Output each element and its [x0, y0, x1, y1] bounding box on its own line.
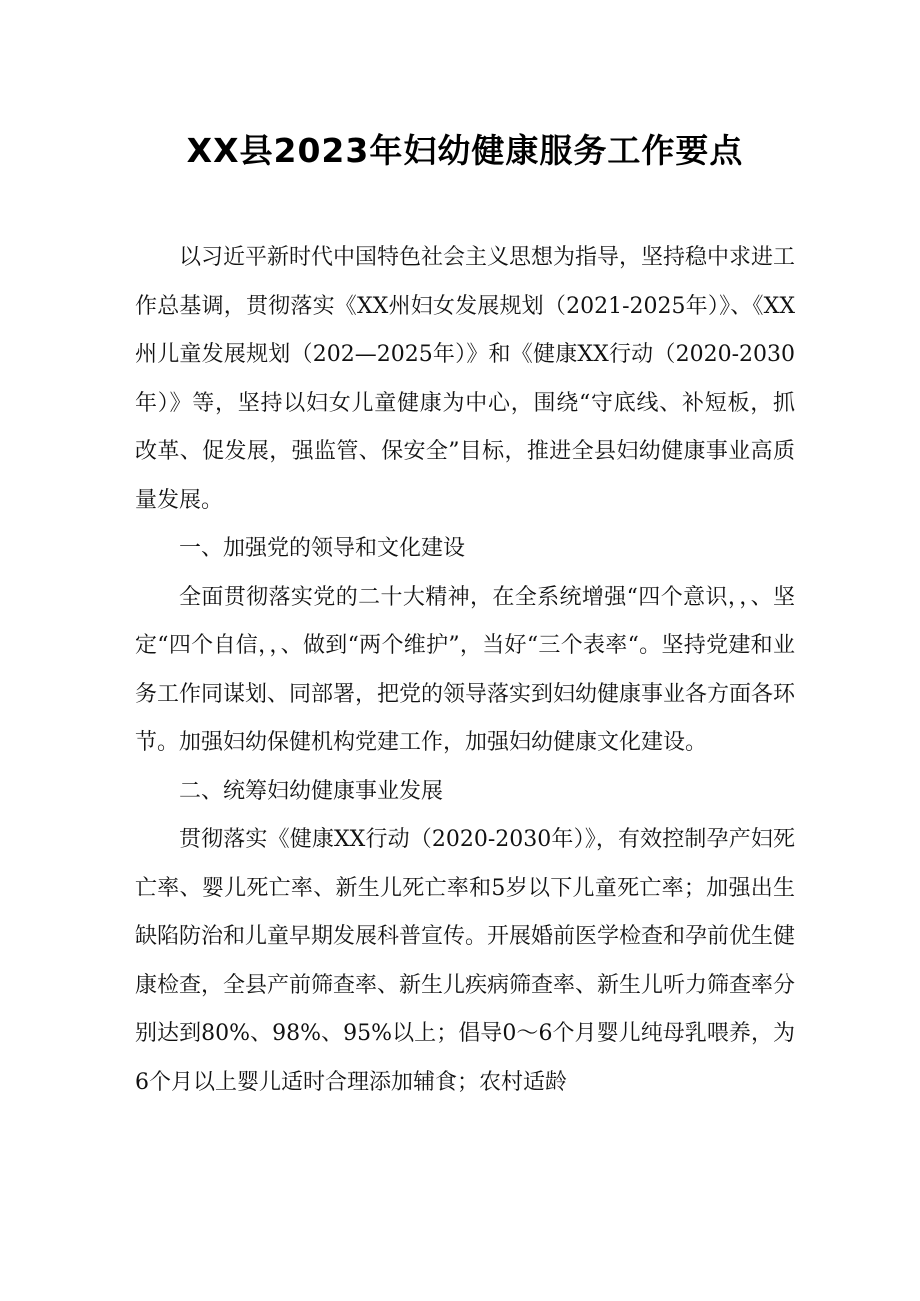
- section-heading-1: 一、加强党的领导和文化建设: [179, 536, 466, 561]
- section-paragraph-1: 全面贯彻落实党的二十大精神，在全系统增强“四个意识，，、坚定“四个自信，，、做到“两个维护”，当好“三个表率“。坚持党建和业务工作同谋划、同部署，把党的领导落实到妇幼健康事业各方面各环节。加强妇幼保健机构党建工作，加强妇幼健康文化建设。: [135, 584, 796, 755]
- document-body: [135, 234, 795, 1107]
- intro-paragraph: 以习近平新时代中国特色社会主义思想为指导，坚持稳中求进工作总基调，贯彻落实《XX州妇女发展规划（2021-2025年）》、《XX州儿童发展规划（202—2025年）》和《健康XX行动（2020-2030年）》等，坚持以妇女儿童健康为中心，围绕“守底线、补短板，抓改革、促发展，强监管、保安全”目标，推进全县妇幼健康事业高质量发展。: [135, 245, 796, 513]
- section-paragraph-2: 贯彻落实《健康XX行动（2020-2030年）》，有效控制孕产妇死亡率、婴儿死亡率、新生儿死亡率和5岁以下儿童死亡率；加强出生缺陷防治和儿童早期发展科普宣传。开展婚前医学检查和孕前优生健康检查，全县产前筛查率、新生儿疾病筛查率、新生儿听力筛查率分别达到80%、98%、95%以上；倡导0～6个月婴儿纯母乳喂养，为6个月以上婴儿适时合理添加辅食；农村适龄: [135, 827, 796, 1095]
- section-heading-2: 二、统筹妇幼健康事业发展: [179, 778, 444, 804]
- document-title: XX县2023年妇幼健康服务工作要点: [186, 131, 744, 170]
